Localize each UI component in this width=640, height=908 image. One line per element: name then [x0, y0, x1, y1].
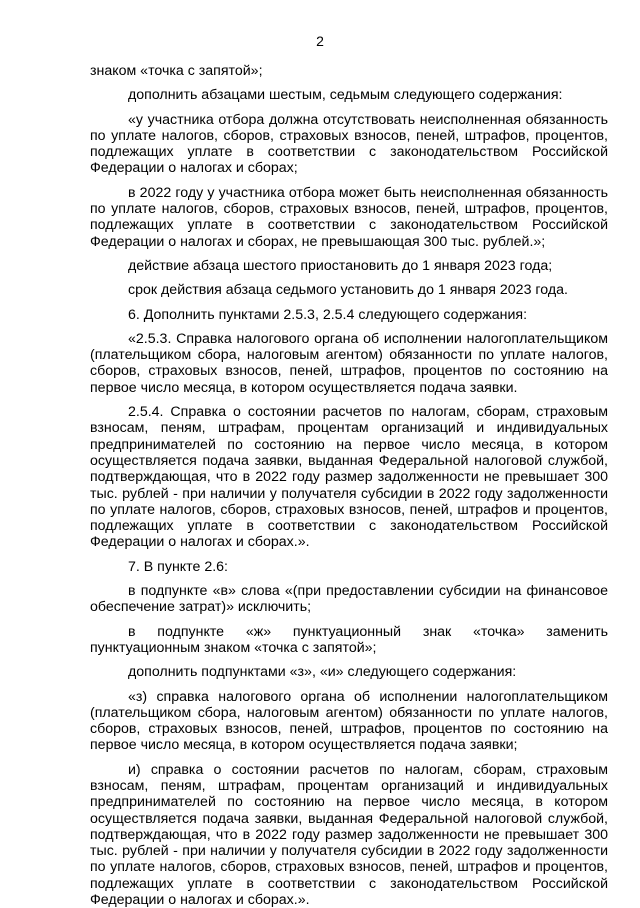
paragraph: 7. В пункте 2.6:: [128, 558, 228, 575]
paragraph: дополнить подпунктами «з», «и» следующего содержания:: [128, 664, 517, 681]
paragraph: в подпункте «ж» пунктуационный знак «точка» заменить пунктуационным знаком «точка с запятой»;: [90, 623, 608, 656]
paragraph: 6. Дополнить пунктами 2.5.3, 2.5.4 следующего содержания:: [128, 306, 528, 323]
paragraph: дополнить абзацами шестым, седьмым следующего содержания:: [128, 87, 563, 104]
paragraph: в 2022 году у участника отбора может быть неисполненная обязанность по уплате налогов, сборов, страховых взносов, пеней, штрафов, процентов, подлежащих уплате в соответствии с законодательством Российской Федерации о налогах и сборах, не превышающая 300 тыс. рублей.»;: [90, 184, 608, 250]
document-body: [90, 63, 608, 908]
paragraph: и) справка о состоянии расчетов по налогам, сборам, страховым взносам, пеням, штрафам, процентам организаций и индивидуальных предпринимателей по состоянию на первое число месяца, в котором осуществляется подача заявки, выданная Федеральной налоговой службой, подтверждающая, что в 2022 году размер задолженности не превышает 300 тыс. рублей - при наличии у получателя субсидии в 2022 году задолженности по уплате налогов, сборов, страховых взносов, пеней, штрафов и процентов, подлежащих уплате в соответствии с законодательством Российской Федерации о налогах и сборах.».: [90, 761, 608, 908]
paragraph: срок действия абзаца седьмого установить до 1 января 2023 года.: [128, 282, 568, 299]
paragraph: действие абзаца шестого приостановить до 1 января 2023 года;: [128, 257, 553, 274]
paragraph: «з) справка налогового органа об исполнении налогоплательщиком (плательщиком сбора, налоговым агентом) обязанности по уплате налогов, сборов, страховых взносов, пеней, штрафов, процентов по состоянию на первое число месяца, в котором осуществляется подача заявки;: [90, 688, 608, 754]
paragraph: «2.5.3. Справка налогового органа об исполнении налогоплательщиком (плательщиком сбора, налоговым агентом) обязанности по уплате налогов, сборов, страховых взносов, пеней, штрафов, процентов по состоянию на первое число месяца, в котором осуществляется подача заявки.: [90, 330, 608, 396]
paragraph: в подпункте «в» слова «(при предоставлении субсидии на финансовое обеспечение затрат)» исключить;: [90, 583, 608, 616]
page-number: 2: [316, 33, 324, 49]
paragraph: «у участника отбора должна отсутствовать неисполненная обязанность по уплате налогов, сборов, страховых взносов, пеней, штрафов, процентов, подлежащих уплате в соответствии с законодательством Российской Федерации о налогах и сборах;: [90, 111, 608, 177]
paragraph: 2.5.4. Справка о состоянии расчетов по налогам, сборам, страховым взносам, пеням, штрафам, процентам организаций и индивидуальных предпринимателей по состоянию на первое число месяца, в котором осуществляется подача заявки, выданная Федеральной налоговой службой, подтверждающая, что в 2022 году размер задолженности не превышает 300 тыс. рублей - при наличии у получателя субсидии в 2022 году задолженности по уплате налогов, сборов, страховых взносов, пеней, штрафов и процентов, подлежащих уплате в соответствии с законодательством Российской Федерации о налогах и сборах.».: [90, 404, 608, 551]
paragraph: знаком «точка с запятой»;: [90, 63, 263, 79]
